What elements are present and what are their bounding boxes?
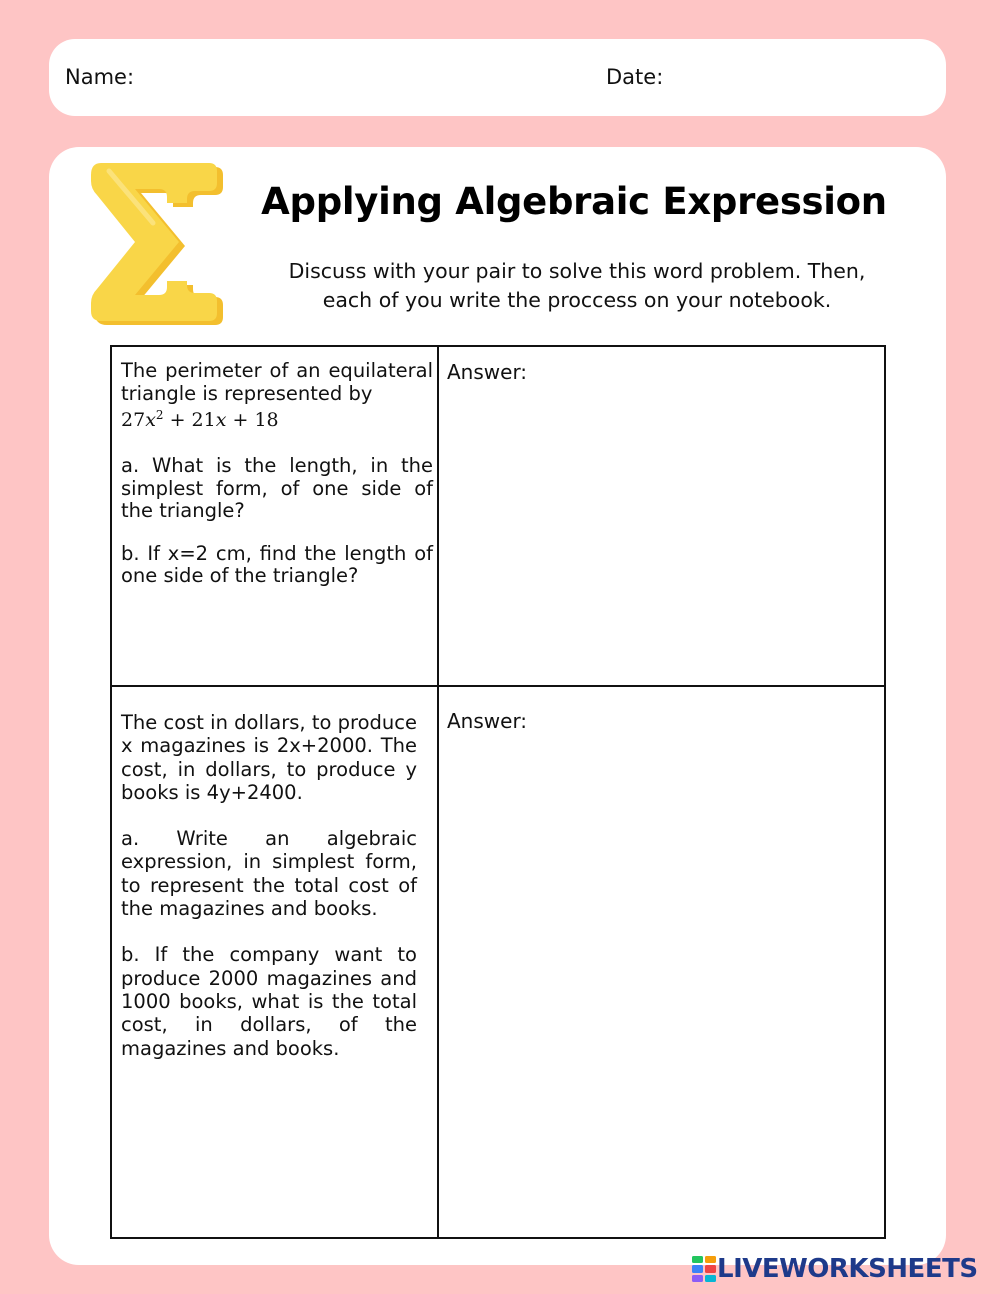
formula-var-1: x xyxy=(145,409,156,431)
question-1 xyxy=(121,360,433,588)
formula-op-1: + xyxy=(163,409,192,431)
sigma-icon xyxy=(89,161,227,331)
formula-coef-2: 21 xyxy=(191,409,216,431)
name-label: Name: xyxy=(65,65,135,89)
question-1-formula xyxy=(121,405,433,435)
date-label: Date: xyxy=(606,65,664,89)
formula-coef-1: 27 xyxy=(121,409,146,431)
formula-var-2: x xyxy=(215,409,227,431)
brand-text: LIVEWORKSHEETS xyxy=(717,1254,978,1284)
liveworksheets-logo-icon xyxy=(692,1256,716,1282)
question-1-part-a: a. What is the length, in the simplest form, of one side of the triangle? xyxy=(121,454,433,522)
question-2-part-b: b. If the company want to produce 2000 magazines and 1000 books, what is the total cost, in dollars, of the magazines and books. xyxy=(121,943,417,1060)
liveworksheets-brand xyxy=(692,1254,978,1284)
question-2-part-a: a. Write an algebraic expression, in simplest form, to represent the total cost of the magazines and books. xyxy=(121,827,417,921)
formula-const: 18 xyxy=(254,409,279,431)
answer-2-label: Answer: xyxy=(447,709,528,733)
instructions xyxy=(229,257,925,315)
formula-exponent: 2 xyxy=(155,408,164,422)
problem-table xyxy=(110,345,886,1239)
question-1-part-b: b. If x=2 cm, find the length of one side of the triangle? xyxy=(121,541,433,587)
worksheet-card xyxy=(49,147,946,1265)
answer-1-label: Answer: xyxy=(447,360,528,384)
instructions-line-1: Discuss with your pair to solve this word problem. Then, xyxy=(288,259,866,283)
name-date-header xyxy=(49,39,946,116)
formula-op-2: + xyxy=(226,409,255,431)
worksheet-title: Applying Algebraic Expression xyxy=(261,180,887,223)
row-divider xyxy=(112,685,884,687)
question-2-intro: The cost in dollars, to produce x magazines is 2x+2000. The cost, in dollars, to produce y books is 4y+2400. xyxy=(121,711,417,804)
question-1-intro: The perimeter of an equilateral triangle is represented by xyxy=(121,359,433,405)
column-divider xyxy=(437,347,439,1237)
instructions-line-2: each of you write the proccess on your notebook. xyxy=(322,288,832,312)
question-2 xyxy=(121,711,417,1060)
